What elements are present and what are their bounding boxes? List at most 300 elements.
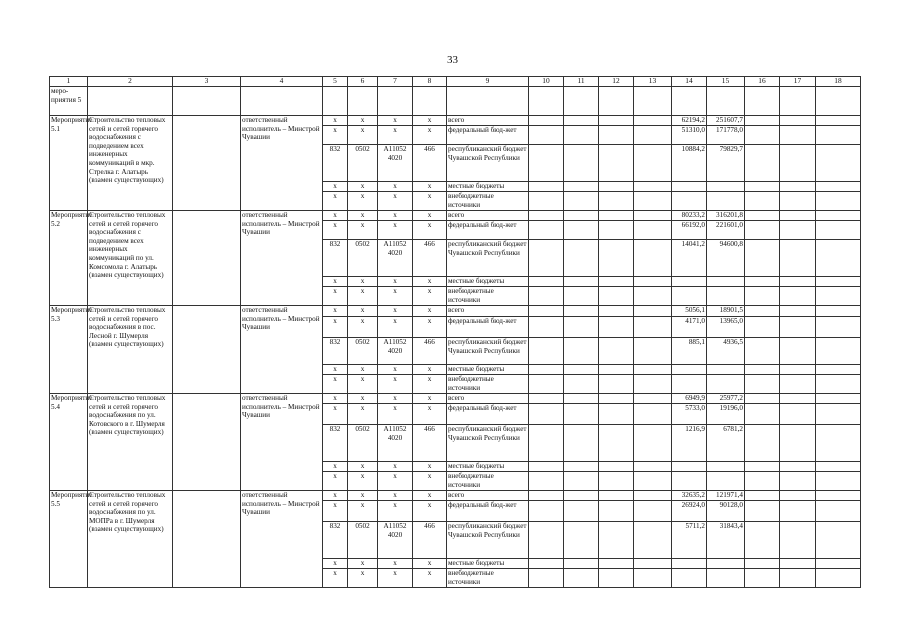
x-mark: x <box>348 277 378 287</box>
x-mark: x <box>348 116 378 126</box>
code-vr: 466 <box>413 338 447 365</box>
table-cell <box>780 287 816 306</box>
table-cell <box>564 126 599 145</box>
x-mark: x <box>378 317 413 338</box>
table-cell <box>745 559 780 569</box>
table-cell <box>634 491 672 501</box>
measure-id: Мероприятие 5.4 <box>50 394 88 491</box>
code-csr: А11052 4020 <box>378 522 413 559</box>
header-cell: 6 <box>348 77 378 87</box>
x-mark: x <box>378 462 413 472</box>
x-mark: x <box>378 277 413 287</box>
header-cell: 14 <box>672 77 707 87</box>
table-cell <box>780 192 816 211</box>
table-cell <box>745 425 780 462</box>
table-cell <box>745 317 780 338</box>
table-cell <box>745 394 780 404</box>
header-cell: 9 <box>447 77 529 87</box>
table-cell <box>599 182 634 192</box>
table-cell <box>780 425 816 462</box>
table-cell <box>599 287 634 306</box>
funding-source: республиканский бюджет Чувашской Республики <box>447 240 529 277</box>
x-mark: x <box>378 182 413 192</box>
funding-source: федеральный бюд-жет <box>447 317 529 338</box>
value-col15: 19196,0 <box>707 404 745 425</box>
table-cell <box>173 306 241 394</box>
value-col15 <box>707 365 745 375</box>
table-cell <box>745 182 780 192</box>
code-grbs: 832 <box>323 338 348 365</box>
x-mark: x <box>348 501 378 522</box>
code-vr: 466 <box>413 425 447 462</box>
funding-source: внебюджетные источники <box>447 472 529 491</box>
x-mark: x <box>348 394 378 404</box>
funding-source: всего <box>447 306 529 317</box>
table-cell <box>529 211 564 221</box>
table-cell <box>816 145 861 182</box>
x-mark: x <box>323 317 348 338</box>
table-cell <box>816 287 861 306</box>
table-cell <box>529 425 564 462</box>
table-cell <box>634 277 672 287</box>
x-mark: x <box>348 306 378 317</box>
intro-row <box>50 87 861 116</box>
table-cell <box>599 145 634 182</box>
table-cell <box>816 501 861 522</box>
table-cell <box>564 394 599 404</box>
code-grbs: 832 <box>323 522 348 559</box>
table-cell <box>599 559 634 569</box>
value-col14: 5056,1 <box>672 306 707 317</box>
header-cell: 13 <box>634 77 672 87</box>
value-col14: 66192,0 <box>672 221 707 240</box>
x-mark: x <box>323 116 348 126</box>
x-mark: x <box>413 317 447 338</box>
table-cell <box>173 116 241 211</box>
x-mark: x <box>348 221 378 240</box>
x-mark: x <box>348 404 378 425</box>
value-col15: 79829,7 <box>707 145 745 182</box>
table-cell <box>564 404 599 425</box>
x-mark: x <box>323 211 348 221</box>
table-cell <box>634 404 672 425</box>
measure-id: Мероприятие 5.5 <box>50 491 88 588</box>
code-grbs: 832 <box>323 425 348 462</box>
table-cell <box>599 569 634 588</box>
x-mark: x <box>413 491 447 501</box>
x-mark: x <box>323 192 348 211</box>
funding-source: внебюджетные источники <box>447 569 529 588</box>
table-cell <box>780 404 816 425</box>
x-mark: x <box>413 394 447 404</box>
table-cell <box>816 404 861 425</box>
table-cell <box>634 462 672 472</box>
header-cell: 4 <box>241 77 323 87</box>
x-mark: x <box>413 277 447 287</box>
table-cell <box>599 221 634 240</box>
table-cell <box>634 522 672 559</box>
table-cell <box>599 126 634 145</box>
table-cell <box>564 491 599 501</box>
value-col14: 6949,9 <box>672 394 707 404</box>
table-cell <box>634 306 672 317</box>
measure-id: Мероприятие 5.1 <box>50 116 88 211</box>
table-cell <box>634 394 672 404</box>
table-cell <box>745 192 780 211</box>
header-cell: 15 <box>707 77 745 87</box>
code-csr: А11052 4020 <box>378 425 413 462</box>
funding-source: федеральный бюд-жет <box>447 404 529 425</box>
value-col15 <box>707 182 745 192</box>
funding-source: всего <box>447 116 529 126</box>
x-mark: x <box>378 365 413 375</box>
value-col14 <box>672 569 707 588</box>
table-cell <box>599 491 634 501</box>
funding-source: республиканский бюджет Чувашской Республики <box>447 522 529 559</box>
x-mark: x <box>323 559 348 569</box>
table-cell <box>599 394 634 404</box>
table-cell <box>634 472 672 491</box>
value-col15 <box>707 192 745 211</box>
x-mark: x <box>378 394 413 404</box>
x-mark: x <box>323 472 348 491</box>
value-col14 <box>672 365 707 375</box>
header-cell: 5 <box>323 77 348 87</box>
table-cell <box>173 211 241 306</box>
funding-source: местные бюджеты <box>447 182 529 192</box>
value-col14: 32635,2 <box>672 491 707 501</box>
code-csr: А11052 4020 <box>378 338 413 365</box>
table-cell <box>634 116 672 126</box>
code-rzpr: 0502 <box>348 240 378 277</box>
value-col15: 221601,0 <box>707 221 745 240</box>
value-col15 <box>707 375 745 394</box>
table-cell <box>745 211 780 221</box>
value-col15: 90128,0 <box>707 501 745 522</box>
header-row <box>50 77 861 87</box>
value-col14 <box>672 559 707 569</box>
value-col15 <box>707 277 745 287</box>
table-cell <box>745 375 780 394</box>
table-cell <box>529 145 564 182</box>
table-cell <box>599 338 634 365</box>
table-cell <box>816 462 861 472</box>
table-cell <box>745 491 780 501</box>
table-cell <box>780 501 816 522</box>
table-cell <box>634 425 672 462</box>
x-mark: x <box>348 559 378 569</box>
table-cell <box>564 317 599 338</box>
x-mark: x <box>378 221 413 240</box>
value-col14 <box>672 192 707 211</box>
table-cell <box>599 472 634 491</box>
table-cell <box>745 462 780 472</box>
funding-source: местные бюджеты <box>447 365 529 375</box>
x-mark: x <box>378 491 413 501</box>
code-grbs: 832 <box>323 145 348 182</box>
table-cell <box>745 306 780 317</box>
table-cell <box>745 126 780 145</box>
code-rzpr: 0502 <box>348 522 378 559</box>
value-col14 <box>672 277 707 287</box>
code-rzpr: 0502 <box>348 425 378 462</box>
table-cell <box>634 569 672 588</box>
funding-source: всего <box>447 491 529 501</box>
table-cell <box>745 472 780 491</box>
value-col14: 26924,0 <box>672 501 707 522</box>
measure-name: Строительство тепловых сетей и сетей горячего водоснабжения с подведением всех инженерных коммуникаций в мкр. Стрелка г. Алатырь (взамен существующих) <box>88 116 173 211</box>
value-col14: 5711,2 <box>672 522 707 559</box>
x-mark: x <box>413 462 447 472</box>
table-cell <box>564 559 599 569</box>
table-cell <box>564 240 599 277</box>
header-cell: 18 <box>816 77 861 87</box>
table-cell <box>745 277 780 287</box>
table-cell <box>564 221 599 240</box>
measure-id: Мероприятие 5.3 <box>50 306 88 394</box>
funding-source: внебюджетные источники <box>447 287 529 306</box>
value-col15: 4936,5 <box>707 338 745 365</box>
table-cell <box>529 569 564 588</box>
table-cell <box>599 462 634 472</box>
x-mark: x <box>413 192 447 211</box>
table-cell <box>529 277 564 287</box>
value-col14: 1216,9 <box>672 425 707 462</box>
header-cell: 11 <box>564 77 599 87</box>
x-mark: x <box>413 287 447 306</box>
table-cell <box>634 126 672 145</box>
measure-name: Строительство тепловых сетей и сетей горячего водоснабжения с подведением всех инженерных коммуникаций по ул. Комсомола г. Алатырь (взамен существующих) <box>88 211 173 306</box>
table-cell <box>780 522 816 559</box>
table-cell <box>529 365 564 375</box>
responsible-executor: ответственный исполнитель – Минстрой Чувашии <box>241 211 323 306</box>
x-mark: x <box>323 277 348 287</box>
value-col15: 25977,2 <box>707 394 745 404</box>
table-row <box>50 394 861 404</box>
table-cell <box>816 306 861 317</box>
code-rzpr: 0502 <box>348 145 378 182</box>
x-mark: x <box>348 472 378 491</box>
table-cell <box>634 287 672 306</box>
funding-source: федеральный бюд-жет <box>447 221 529 240</box>
table-cell <box>564 182 599 192</box>
responsible-executor: ответственный исполнитель – Минстрой Чувашии <box>241 306 323 394</box>
table-cell <box>634 240 672 277</box>
funding-source: местные бюджеты <box>447 462 529 472</box>
table-cell <box>599 425 634 462</box>
table-cell <box>816 569 861 588</box>
table-cell <box>529 522 564 559</box>
header-cell: 16 <box>745 77 780 87</box>
table-cell <box>780 317 816 338</box>
code-vr: 466 <box>413 522 447 559</box>
value-col15: 6781,2 <box>707 425 745 462</box>
responsible-executor: ответственный исполнитель – Минстрой Чувашии <box>241 116 323 211</box>
table-cell <box>529 192 564 211</box>
table-cell <box>816 338 861 365</box>
measure-id: Мероприятие 5.2 <box>50 211 88 306</box>
table-cell <box>564 375 599 394</box>
table-cell <box>564 192 599 211</box>
header-cell: 17 <box>780 77 816 87</box>
table-cell <box>599 375 634 394</box>
table-cell <box>529 116 564 126</box>
value-col14: 5733,0 <box>672 404 707 425</box>
table-cell <box>173 394 241 491</box>
table-cell <box>173 491 241 588</box>
value-col14: 14041,2 <box>672 240 707 277</box>
x-mark: x <box>413 472 447 491</box>
table-cell <box>564 462 599 472</box>
x-mark: x <box>348 317 378 338</box>
x-mark: x <box>378 472 413 491</box>
table-cell <box>634 182 672 192</box>
table-cell <box>634 338 672 365</box>
funding-source: внебюджетные источники <box>447 375 529 394</box>
table-cell <box>599 317 634 338</box>
x-mark: x <box>323 182 348 192</box>
table-cell <box>599 240 634 277</box>
x-mark: x <box>378 559 413 569</box>
table-cell <box>529 338 564 365</box>
value-col15 <box>707 472 745 491</box>
table-cell <box>529 182 564 192</box>
table-row <box>50 211 861 221</box>
table-cell <box>599 211 634 221</box>
x-mark: x <box>413 365 447 375</box>
funding-source: федеральный бюд-жет <box>447 126 529 145</box>
table-cell <box>529 287 564 306</box>
x-mark: x <box>348 287 378 306</box>
funding-source: местные бюджеты <box>447 277 529 287</box>
table-cell <box>634 317 672 338</box>
table-cell <box>599 522 634 559</box>
x-mark: x <box>378 211 413 221</box>
code-vr: 466 <box>413 240 447 277</box>
x-mark: x <box>348 375 378 394</box>
table-cell <box>564 277 599 287</box>
responsible-executor: ответственный исполнитель – Минстрой Чувашии <box>241 394 323 491</box>
table-cell <box>816 317 861 338</box>
table-cell <box>745 501 780 522</box>
value-col14: 4171,0 <box>672 317 707 338</box>
header-cell: 10 <box>529 77 564 87</box>
table-cell <box>780 559 816 569</box>
table-cell <box>780 569 816 588</box>
table-cell <box>529 462 564 472</box>
table-cell <box>564 338 599 365</box>
value-col14: 10884,2 <box>672 145 707 182</box>
table-cell <box>780 375 816 394</box>
table-cell <box>780 221 816 240</box>
table-cell <box>816 522 861 559</box>
value-col15 <box>707 287 745 306</box>
x-mark: x <box>413 569 447 588</box>
x-mark: x <box>348 126 378 145</box>
value-col15: 251607,7 <box>707 116 745 126</box>
table-cell <box>634 501 672 522</box>
x-mark: x <box>323 221 348 240</box>
table-cell <box>780 491 816 501</box>
funding-source: республиканский бюджет Чувашской Республики <box>447 145 529 182</box>
table-cell <box>634 145 672 182</box>
value-col15: 316201,8 <box>707 211 745 221</box>
table-cell <box>780 211 816 221</box>
value-col15: 121971,4 <box>707 491 745 501</box>
table-cell <box>745 287 780 306</box>
header-cell: 2 <box>88 77 173 87</box>
funding-source: всего <box>447 394 529 404</box>
table-cell <box>529 126 564 145</box>
code-csr: А11052 4020 <box>378 240 413 277</box>
table-cell <box>780 126 816 145</box>
funding-source: всего <box>447 211 529 221</box>
table-cell <box>564 365 599 375</box>
table-cell <box>529 472 564 491</box>
table-cell <box>816 365 861 375</box>
table-cell <box>564 425 599 462</box>
table-cell <box>634 192 672 211</box>
table-cell <box>564 116 599 126</box>
table-cell <box>599 277 634 287</box>
table-cell <box>816 126 861 145</box>
table-cell <box>780 116 816 126</box>
table-row <box>50 306 861 317</box>
table-cell <box>564 287 599 306</box>
table-cell <box>634 375 672 394</box>
header-cell: 1 <box>50 77 88 87</box>
page-number: 33 <box>447 54 458 66</box>
table-cell <box>599 192 634 211</box>
table-cell <box>529 375 564 394</box>
x-mark: x <box>348 491 378 501</box>
table-cell <box>564 472 599 491</box>
x-mark: x <box>348 569 378 588</box>
table-cell <box>816 211 861 221</box>
table-cell <box>745 404 780 425</box>
table-cell <box>816 192 861 211</box>
table-cell <box>564 522 599 559</box>
table-cell <box>599 306 634 317</box>
table-cell <box>780 240 816 277</box>
table-cell <box>745 145 780 182</box>
table-cell <box>599 404 634 425</box>
x-mark: x <box>378 404 413 425</box>
value-col14: 80233,2 <box>672 211 707 221</box>
x-mark: x <box>413 375 447 394</box>
table-cell <box>529 501 564 522</box>
table-cell <box>599 365 634 375</box>
table-cell <box>816 116 861 126</box>
table-cell <box>745 240 780 277</box>
table-cell <box>816 425 861 462</box>
value-col14 <box>672 182 707 192</box>
value-col14: 885,1 <box>672 338 707 365</box>
table-cell <box>780 365 816 375</box>
value-col15: 13965,0 <box>707 317 745 338</box>
table-row <box>50 116 861 126</box>
table-cell <box>745 338 780 365</box>
table-cell <box>564 569 599 588</box>
table-cell <box>816 472 861 491</box>
responsible-executor: ответственный исполнитель – Минстрой Чувашии <box>241 491 323 588</box>
table-cell <box>816 394 861 404</box>
x-mark: x <box>413 404 447 425</box>
x-mark: x <box>413 182 447 192</box>
x-mark: x <box>378 569 413 588</box>
measure-name: Строительство тепловых сетей и сетей горячего водоснабжения по ул. Котовского в г. Шумерля (взамен существующих) <box>88 394 173 491</box>
funding-source: республиканский бюджет Чувашской Республики <box>447 338 529 365</box>
